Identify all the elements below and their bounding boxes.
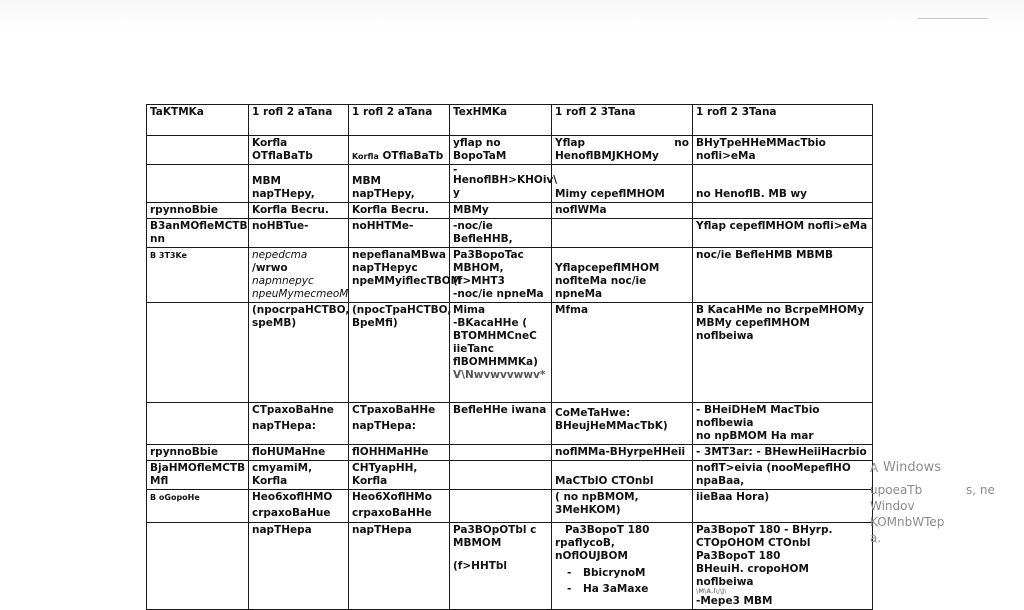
table-row [147, 203, 873, 219]
table-cell [552, 219, 693, 248]
table-row [147, 523, 873, 610]
table-cell: Mfma [552, 303, 693, 403]
header-cell: 1 rofl 2 3Tana [552, 105, 693, 136]
header-cell: TexHMKa [450, 105, 552, 136]
cell-text: y [453, 187, 460, 199]
table-cell: flOHHMaHHe [349, 445, 450, 461]
cell-text: CTpaxoBaHHe [352, 404, 436, 416]
table-cell [349, 248, 462, 303]
cell-text: HenoflBH>KHOiv\ [453, 174, 558, 186]
table-cell [693, 403, 873, 445]
table-row [147, 303, 873, 403]
cell-text: CoMeTaHwe: [555, 407, 631, 419]
list-item: - BbicrynoM [567, 567, 689, 580]
table-cell [147, 403, 249, 445]
table-cell [147, 523, 249, 610]
table-cell [147, 248, 249, 303]
watermark-text: s, ne [966, 483, 995, 497]
cell-text: CTOpOHOM CTOnbl [696, 537, 811, 549]
table-cell [147, 461, 249, 490]
cell-text: Pa3BopoTac [453, 249, 524, 261]
table-cell [693, 303, 873, 403]
table-cell [349, 303, 450, 403]
table-cell: ( no npBMOM, 3MeHKOM) [552, 490, 693, 523]
cell-text: (f>HHTbl [453, 560, 508, 572]
cell-text: -BKacaHHe ( [453, 317, 528, 329]
table-cell [450, 461, 552, 490]
header-cell: TaKTMKa [147, 105, 249, 136]
table-cell [693, 523, 873, 610]
cell-text: Pa3BOpOTbl c [453, 524, 537, 536]
watermark-text: upoeaTb [870, 483, 923, 497]
table-cell [450, 445, 552, 461]
table-row [147, 136, 873, 165]
cell-text: rpaflycoB, nOflOUJBOM [555, 537, 628, 562]
table-cell [450, 303, 552, 403]
watermark-text: Windov [870, 499, 915, 513]
cell-text: Korfla [352, 152, 379, 161]
table-cell: Korfla OTflaBaTb [249, 136, 349, 165]
cell-text: - BHeiDHeM MacTbio noflbewia [696, 404, 820, 429]
cell-text: npaBaa, [696, 475, 745, 487]
table-cell: MBM napTHepy, [249, 165, 349, 203]
table-cell [249, 248, 349, 303]
table-header-row [147, 105, 873, 136]
cell-text: nepeflanaMBwa [352, 249, 446, 261]
cell-text: (npocrpaHCTBO, [252, 304, 350, 316]
cell-text: MBMy cepeflMHOM noflbeiwa [696, 317, 810, 342]
table-cell [147, 165, 249, 203]
table-row [147, 461, 873, 490]
table-cell: no HenoflB. MB wy [693, 165, 873, 203]
table-cell: floHUMaHne [249, 445, 349, 461]
cell-text: Yflap [555, 137, 585, 149]
table-cell [249, 490, 349, 523]
cell-text: napTHepa: [352, 420, 416, 432]
table-cell [147, 303, 249, 403]
table-cell: - 3MT3ar: - BHewHeiiHacrbio [693, 445, 873, 461]
table-cell: CHTyapHH, Korfla [349, 461, 450, 490]
table-cell: noHHTMe- [349, 219, 450, 248]
cell-text: napmnepyc [252, 275, 314, 287]
cell-text: noflT>eivia (nooMepeflHO [696, 462, 851, 474]
table-cell [349, 403, 450, 445]
cell-text: /wrwo [252, 262, 288, 274]
table-cell [693, 461, 873, 490]
cell-text: no npBMOM Ha mar [696, 430, 814, 442]
table-cell [693, 203, 873, 219]
table-cell: rpynnoBbie [147, 203, 249, 219]
watermark-a-glyph: A [870, 461, 879, 475]
activate-windows-watermark [870, 460, 1020, 560]
table-cell: BefleHHe iwana [450, 403, 552, 445]
table-cell: iieBaa Hora) [693, 490, 873, 523]
table-cell: Korfla Becru. [349, 203, 450, 219]
table-cell: -noc/ie BefleHHB, [450, 219, 552, 248]
cell-text: BHeuiH. cropoHOM noflbeiwa [696, 563, 809, 588]
cell-text: -Mepe3 MBM [696, 595, 773, 607]
table-cell: noflMMa-BHyrpeHHeii [552, 445, 693, 461]
cell-text: npeMMyiflecTBOM [352, 275, 462, 287]
watermark-title: Windows [883, 460, 942, 475]
table-cell [552, 136, 693, 165]
cell-text: B KacaHMe no BcrpeMHOMy [696, 304, 865, 316]
cell-text: napTHepyc [352, 262, 418, 274]
cell-text: MBMOM [453, 537, 502, 549]
cell-text: Heo6xoflHMO [252, 491, 333, 503]
cell-text: noflteMa noc/ie npneMa [555, 275, 647, 300]
cell-text: BpeMfi) [352, 317, 398, 329]
header-cell: 1 rofl 2 aTana [349, 105, 450, 136]
cell-text: BTOMHMCneC [453, 330, 537, 342]
cell-text: BjaHMOfleMCTB [150, 462, 246, 474]
table-cell [147, 136, 249, 165]
table-cell: B3anMOfleMCTB nn [147, 219, 249, 248]
table-cell [450, 248, 552, 303]
cell-text: Heo6XoflHMo [352, 491, 432, 503]
table-cell: napTHepa [249, 523, 349, 610]
cell-text: B oGopoHe [150, 493, 200, 502]
table-cell: MBM napTHepy, [349, 165, 450, 203]
cell-text: -noc/ie npneMa [453, 288, 544, 300]
cell-text: nepedcma [252, 249, 308, 261]
header-cell: 1 rofl 2 aTana [249, 105, 349, 136]
table-cell [249, 303, 349, 403]
table-cell: Mimy cepeflMHOM [552, 165, 693, 203]
table-cell: rpynnoBbie [147, 445, 249, 461]
cell-text: flBOMHMMKa) [453, 356, 538, 368]
table-cell [552, 523, 693, 610]
table-cell [450, 164, 558, 203]
header-cell: 1 rofl 2 3Tana [693, 105, 873, 136]
cell-text: - [453, 164, 458, 176]
table-cell: noc/ie BefleHMB MBMB [693, 248, 873, 303]
table-cell: MBMy [450, 203, 552, 219]
list-item: - Ha 3aMaxe [567, 583, 689, 596]
table-row [147, 165, 873, 203]
watermark-text: a. [870, 531, 882, 545]
cell-text: Pa3BopoT 180 [696, 550, 781, 562]
table-cell [349, 136, 450, 165]
table-row [147, 490, 873, 523]
header-divider [918, 18, 988, 19]
table-row [147, 248, 873, 303]
cell-text: Pa3BopoT 180 - BHyrp. [696, 524, 833, 536]
table-cell: MaCTblO CTOnbl [552, 461, 693, 490]
cell-text: HenoflBMJKHOMy [555, 150, 659, 162]
table-cell: BHyTpeHHeMMacTbio nofli>eMa [693, 136, 873, 165]
cell-text: (npocTpaHCTBO, [352, 304, 452, 316]
cell-text: speMB) [252, 317, 297, 329]
cell-text: Pa3BopoT 180 [565, 524, 650, 536]
table-cell: noflWMa [552, 203, 693, 219]
table-cell [249, 403, 349, 445]
table-cell [349, 490, 450, 523]
table-row [147, 219, 873, 248]
cell-text: iieTanc [453, 343, 494, 355]
table-cell: Korfla Becru. [249, 203, 349, 219]
table-cell [450, 523, 552, 610]
cell-text: V\Nwvwvvwwv* [453, 369, 546, 381]
table-row [147, 445, 873, 461]
cell-text: napTHepa: [252, 420, 316, 432]
table-cell: cmyamiM, Korfla [249, 461, 349, 490]
cell-text: \M\A.l\/\J\ [696, 588, 727, 595]
table-cell: Yflap cepeflMHOM nofli>eMa [693, 219, 873, 248]
cell-text: OTflaBaTb [382, 150, 444, 162]
table-cell: noHBTue- [249, 219, 349, 248]
table-cell: yflap no BopoTaM [450, 136, 552, 165]
cell-text: Mfl [150, 475, 169, 487]
table-cell [450, 490, 552, 523]
table-cell [147, 490, 249, 523]
watermark-text: KOMnbWTep [870, 515, 945, 529]
cell-text: YflapcepeflMHOM [555, 262, 660, 274]
cell-text: CTpaxoBaHne [252, 404, 334, 416]
table-cell [552, 403, 693, 445]
tactics-technique-table [146, 104, 873, 610]
bullet-list [555, 567, 689, 596]
cell-text: npeuMymecmeoM [252, 288, 349, 300]
cell-text: crpaxoBaHHe [352, 507, 432, 519]
cell-text: crpaxoBaHue [252, 507, 331, 519]
slide-header-bar [0, 0, 1024, 28]
cell-text: no [674, 137, 689, 149]
cell-text: B 3T3Ke [150, 251, 187, 260]
cell-text: BHeujHeMMacTbK) [555, 420, 668, 432]
table-cell: napTHepa [349, 523, 450, 610]
cell-text: MBHOM, (f>MHT3 [453, 262, 505, 287]
cell-text: Mima [453, 304, 486, 316]
table-cell [552, 248, 693, 303]
table-row [147, 403, 873, 445]
